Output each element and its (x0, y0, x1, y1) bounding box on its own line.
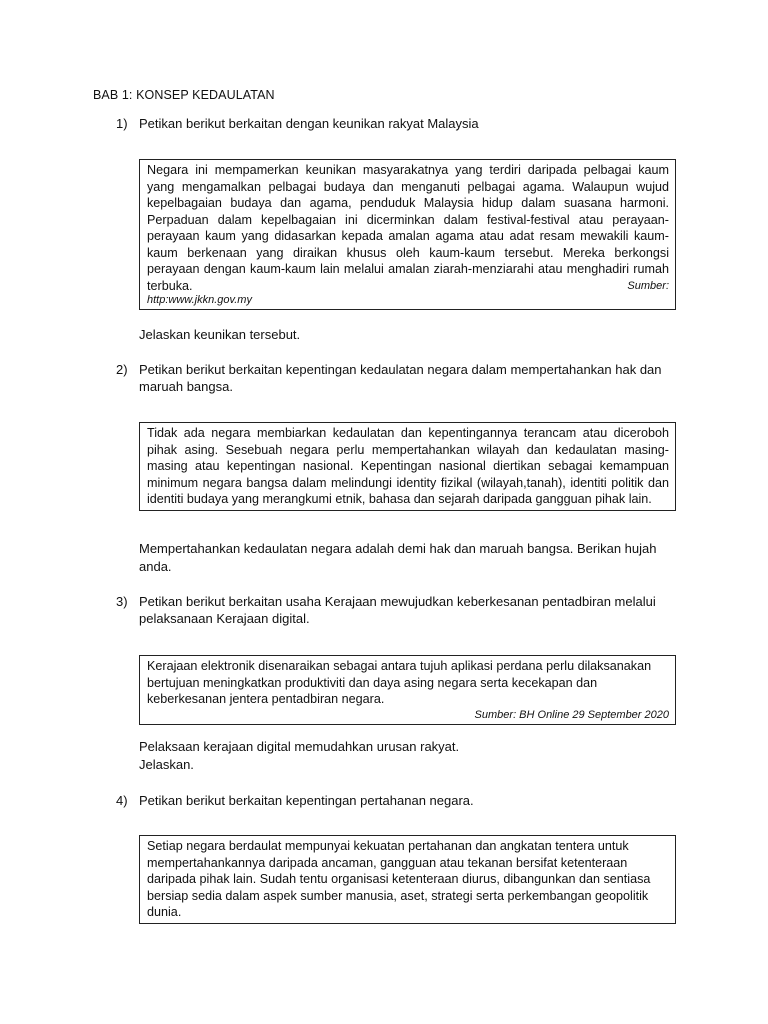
question-number: 3) (116, 594, 128, 609)
task-2: Mempertahankan kedaulatan negara adalah demi hak dan maruah bangsa. Berikan hujah anda. (139, 541, 657, 574)
source-citation: Sumber: BH Online 29 September 2020 (474, 708, 669, 721)
passage-text: Tidak ada negara membiarkan kedaulatan dan kepentingannya terancam atau diceroboh pihak asing. Sesebuah negara perlu mempertahankan wilayah dan kedaulatan masing-masing atau kepentingan nasional. Kepentingan nasional diertikan sebagai kemampuan minimum negara bangsa dalam melindungi identity fizikal (wilayah,tanah), identiti politik dan identiti budaya yang merangkumi etnik, bahasa dan sejarah daripada gangguan pihak lain. (147, 426, 669, 506)
passage-text: Kerajaan elektronik disenaraikan sebagai antara tujuh aplikasi perdana perlu dilaksanakan bertujuan meningkatkan produktiviti dan daya asing negara serta kecekapan dan keberkesanan jentera pentadbiran negara. (147, 659, 652, 706)
passage-box-2 (139, 422, 676, 511)
passage-box-1 (139, 159, 676, 310)
passage-box-3 (139, 655, 676, 725)
passage-box-4 (139, 835, 676, 924)
question-prompt: Petikan berikut berkaitan kepentingan pertahanan negara. (139, 793, 474, 808)
task-line-1: Pelaksaan kerajaan digital memudahkan urusan rakyat. (139, 739, 460, 754)
chapter-heading: BAB 1: KONSEP KEDAULATAN (93, 88, 275, 102)
question-number: 4) (116, 793, 128, 808)
passage-text: Setiap negara berdaulat mempunyai kekuatan pertahanan dan angkatan tentera untuk mempertahankannya daripada ancaman, gangguan atau tekanan bersifat ketenteraan daripada pihak lain. Sudah tentu organisasi ketenteraan diurus, dibangunkan dan sentiasa bersiap sedia dalam aspek sumber manusia, aset, strategi serta perkembangan geopolitik dunia. (147, 839, 651, 919)
task-3 (139, 738, 674, 773)
task-line-2: Jelaskan. (139, 756, 194, 772)
passage-text: Negara ini mempamerkan keunikan masyarakatnya yang terdiri daripada pelbagai kaum yang mengamalkan pelbagai budaya dan menganuti pelbagai agama. Walaupun wujud kepelbagaian budaya dan agama, penduduk Malaysia hidup dalam suasana harmoni. Perpaduan dalam kepelbagaian ini dicerminkan dalam festival-festival atau perayaan-perayaan kaum yang didasarkan kepada amalan agama atau adat resam mewakili kaum-kaum berkenaan yang diraikan khusus oleh kaum-kaum tersebut. Mereka berkongsi perayaan dengan kaum-kaum lain melalui amalan ziarah-menziarahi atau menghadiri rumah terbuka. (147, 163, 669, 293)
source-label: Sumber: (627, 280, 669, 292)
question-number: 1) (116, 116, 128, 131)
question-prompt: Petikan berikut berkaitan kepentingan kedaulatan negara dalam mempertahankan hak dan maruah bangsa. (139, 362, 662, 394)
task-1: Jelaskan keunikan tersebut. (139, 327, 301, 342)
source-url: http:www.jkkn.gov.my (147, 294, 252, 306)
question-number: 2) (116, 362, 128, 377)
question-prompt: Petikan berikut berkaitan usaha Kerajaan mewujudkan keberkesanan pentadbiran melalui pelaksanaan Kerajaan digital. (139, 594, 656, 626)
question-prompt: Petikan berikut berkaitan dengan keunikan rakyat Malaysia (139, 116, 479, 131)
